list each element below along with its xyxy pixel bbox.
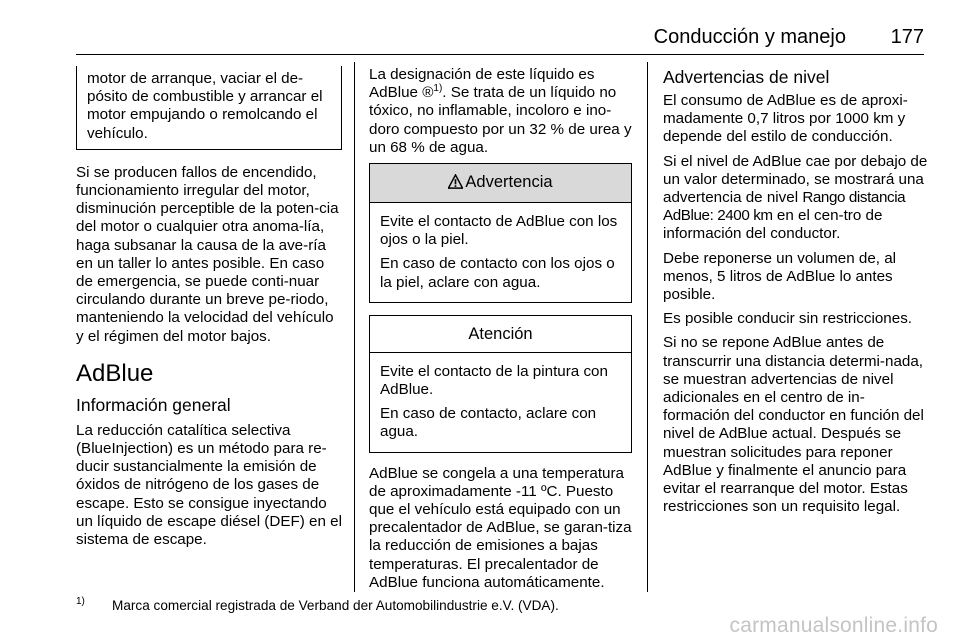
page-number: 177: [890, 26, 924, 48]
warning-text-2: En caso de contacto con los ojos o la piel, aclare con agua.: [380, 255, 615, 291]
caution-title: Atención: [468, 324, 533, 343]
footnote-text: Marca comercial registrada de Verband der Automobilindustrie e.V. (VDA).: [112, 598, 559, 613]
footnote-mark: 1): [76, 596, 85, 607]
refill-paragraph: Debe reponerse un volumen de, al menos, 5 litros de AdBlue lo antes posible.: [663, 249, 897, 304]
designation-paragraph: [369, 66, 632, 157]
consumption-paragraph: El consumo de AdBlue es de aproxi-madamente 0,7 litros por 1000 km y depende del estilo de conducción.: [663, 92, 908, 146]
freezing-paragraph: AdBlue se congela a una temperatura de aproximadamente -11 ºC. Puesto que el vehículo está equipado con un precalentador de AdBlue, se garan-tiza la reducción de emisiones a bajas temperaturas. El precalentador de AdBlue funciona automáticamente.: [369, 464, 632, 591]
page-header: [76, 26, 924, 54]
caution-header: [370, 316, 631, 353]
warning-body: [370, 203, 631, 302]
level-warning-paragraph: [663, 153, 929, 244]
caution-box: [369, 315, 632, 453]
continued-box: [76, 66, 342, 150]
designation-text: La designación de este líquido es AdBlue ®: [369, 66, 595, 102]
level-warning-text-c: en el cen-tro de información del conductor.: [663, 207, 883, 243]
caution-text-2: En caso de contacto, aclare con agua.: [380, 405, 597, 441]
header-rule: [76, 54, 924, 55]
scr-paragraph: La reducción catalítica selectiva (BlueInjection) es un método para re-ducir sustancialmente la emisión de óxidos de nitrógeno de los gases de escape. Esto se consigue inyectando un líquido de escape diésel (DEF) en el sistema de escape.: [76, 421, 342, 549]
additional-warnings-paragraph: Si no se repone AdBlue antes de transcurrir una distancia determi-nada, se muestran advertencias de nivel adicionales en el centro de in-formación del conductor en función del nivel de AdBlue actual. Después se muestran solicitudes para reponer AdBlue y finalmente el anuncio para evitar el rearranque del motor. Estas restricciones son un requisito legal.: [663, 334, 924, 516]
warning-box: [369, 163, 632, 303]
warning-header: [370, 164, 631, 203]
caution-body: [370, 353, 631, 452]
column-divider-2: [647, 62, 648, 592]
column-3: [663, 66, 929, 522]
chapter-title: Conducción y manejo: [653, 26, 846, 48]
level-warning-text-a: Si el nivel de AdBlue cae por debajo de un valor determinado, se mostrará una advertencia de nivel: [663, 152, 928, 207]
caution-text-1: Evite el contacto de la pintura con AdBlue.: [380, 362, 608, 399]
column-1: [76, 66, 342, 555]
column-2: [369, 66, 632, 598]
designation-text-rest: . Se trata de un líquido no tóxico, no inflamable, incoloro e ino-doro compuesto por un 32 % de urea y un 68 % de agua.: [369, 84, 632, 156]
watermark: carmanualsonline.info: [729, 614, 938, 637]
warning-triangle-icon: [448, 174, 463, 194]
level-warnings-title: Advertencias de nivel: [663, 67, 830, 87]
section-title: AdBlue: [76, 359, 154, 387]
warning-title: Advertencia: [465, 173, 553, 192]
continued-box-text: motor de arranque, vaciar el de-pósito de combustible y arrancar el motor empujando o remolcando el vehículo.: [87, 70, 323, 142]
subsection-title: Información general: [76, 394, 231, 415]
misfire-paragraph: Si se producen fallos de encendido, funcionamiento irregular del motor, disminución perceptible de la poten-cia del motor o cualquier otra anoma-lía, haga subsanar la causa de la ave-ría en un taller lo antes posible. En caso de emergencia, se puede conti-nuar circulando durante un breve pe-riodo, manteniendo la velocidad del vehículo y el régimen del motor bajos.: [76, 163, 339, 345]
warning-text-1: Evite el contacto de AdBlue con los ojos o la piel.: [380, 213, 618, 249]
column-divider-1: [354, 62, 355, 592]
display-message: Rango distancia AdBlue: 2400 km: [663, 189, 906, 225]
footnote-ref: 1): [433, 83, 443, 95]
no-restrictions-paragraph: Es posible conducir sin restricciones.: [663, 310, 913, 328]
